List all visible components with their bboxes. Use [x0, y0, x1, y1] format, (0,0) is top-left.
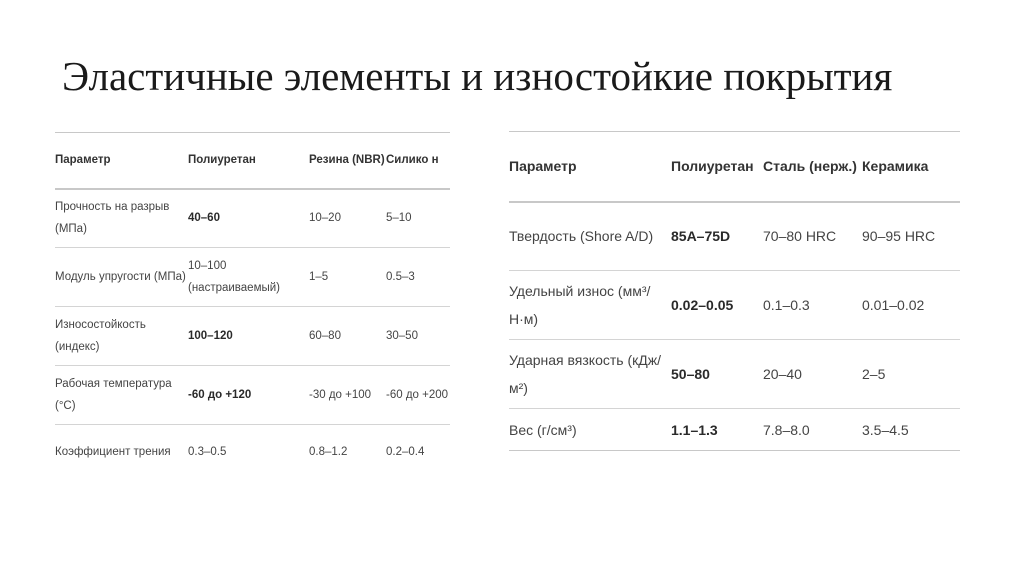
- elastic-properties-table: [55, 132, 450, 480]
- header-silicone: Силико н: [386, 154, 439, 167]
- ceramic-cell: 3.5–4.5: [862, 421, 909, 438]
- polyurethane-cell: 85A–75D: [671, 228, 731, 245]
- table-row: [509, 271, 960, 340]
- silicone-cell: 0.2–0.4: [386, 446, 425, 459]
- table-row: [55, 425, 450, 480]
- table-row: [55, 189, 450, 248]
- polyurethane-cell: 100–120: [188, 330, 233, 342]
- table-header-row: [509, 132, 960, 202]
- param-cell: Прочность на разрыв (МПа): [55, 201, 170, 236]
- silicone-cell: -60 до +200: [386, 389, 449, 401]
- param-cell: Твердость (Shore A/D): [509, 228, 654, 245]
- table-row: [509, 202, 960, 271]
- silicone-cell: 0.5–3: [386, 271, 415, 283]
- wear-coatings-table: [509, 131, 960, 451]
- silicone-cell: 30–50: [386, 330, 418, 342]
- table-row: [55, 248, 450, 307]
- param-cell: Вес (г/см³): [509, 421, 577, 438]
- header-parameter: Параметр: [509, 158, 577, 175]
- table-row: [55, 366, 450, 425]
- polyurethane-cell: 1.1–1.3: [671, 421, 718, 438]
- header-polyurethane: Полиуретан: [188, 154, 256, 167]
- header-polyurethane: Полиуретан: [671, 158, 754, 175]
- table-header-row: [55, 133, 450, 189]
- table-row: [55, 307, 450, 366]
- slide-title: Эластичные элементы и изностойкие покрытия: [62, 53, 893, 99]
- polyurethane-cell: 0.3–0.5: [188, 446, 227, 459]
- polyurethane-cell: 10–100 (настраиваемый): [188, 260, 281, 294]
- steel-cell: 70–80 HRC: [763, 228, 837, 245]
- polyurethane-cell: -60 до +120: [188, 389, 252, 401]
- header-steel: Сталь (нерж.): [763, 158, 857, 175]
- silicone-cell: 5–10: [386, 212, 412, 225]
- rubber-cell: 10–20: [309, 212, 341, 225]
- param-cell: Удельный износ (мм³/Н·м): [509, 283, 651, 327]
- param-cell: Модуль упругости (МПа): [55, 271, 186, 283]
- ceramic-cell: 90–95 HRC: [862, 228, 936, 245]
- rubber-cell: 1–5: [309, 271, 329, 283]
- polyurethane-cell: 40–60: [188, 212, 220, 225]
- polyurethane-cell: 0.02–0.05: [671, 297, 734, 313]
- header-rubber: Резина (NBR): [309, 154, 385, 167]
- header-ceramic: Керамика: [862, 158, 929, 175]
- steel-cell: 20–40: [763, 366, 802, 382]
- table-row: [509, 340, 960, 409]
- param-cell: Коэффициент трения: [55, 446, 171, 459]
- param-cell: Ударная вязкость (кДж/м²): [509, 352, 661, 396]
- param-cell: Рабочая температура (°C): [55, 378, 172, 412]
- rubber-cell: 60–80: [309, 330, 341, 342]
- steel-cell: 0.1–0.3: [763, 297, 810, 313]
- table-row: [509, 409, 960, 451]
- param-cell: Износостойкость (индекс): [55, 319, 146, 353]
- ceramic-cell: 0.01–0.02: [862, 297, 925, 313]
- header-parameter: Параметр: [55, 154, 111, 167]
- ceramic-cell: 2–5: [862, 366, 886, 382]
- steel-cell: 7.8–8.0: [763, 421, 810, 438]
- polyurethane-cell: 50–80: [671, 366, 710, 382]
- rubber-cell: -30 до +100: [309, 389, 372, 401]
- rubber-cell: 0.8–1.2: [309, 446, 348, 459]
